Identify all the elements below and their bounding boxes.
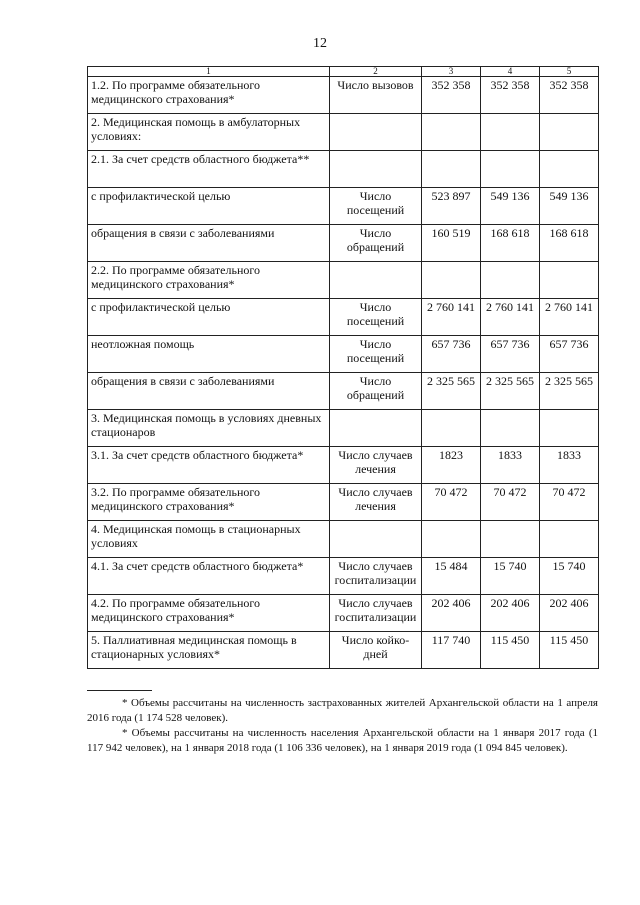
value-cell: 549 136 (481, 188, 540, 225)
value-cell (540, 114, 599, 151)
row-label: 2.2. По программе обязательного медицинского страхования* (88, 262, 330, 299)
value-cell: 1833 (540, 447, 599, 484)
table-row (88, 373, 599, 410)
value-cell: 2 325 565 (540, 373, 599, 410)
value-cell: 1833 (481, 447, 540, 484)
row-label: 1.2. По программе обязательного медицинского страхования* (88, 77, 330, 114)
value-cell (481, 521, 540, 558)
value-cell: 2 760 141 (540, 299, 599, 336)
unit-cell: Число обращений (330, 225, 422, 262)
value-cell: 15 740 (540, 558, 599, 595)
value-cell: 202 406 (540, 595, 599, 632)
value-cell (422, 521, 481, 558)
value-cell: 168 618 (481, 225, 540, 262)
value-cell (540, 410, 599, 447)
unit-cell (330, 521, 422, 558)
unit-cell: Число вызовов (330, 77, 422, 114)
value-cell: 523 897 (422, 188, 481, 225)
row-label: неотложная помощь (88, 336, 330, 373)
table-row (88, 595, 599, 632)
value-cell: 15 740 (481, 558, 540, 595)
value-cell (540, 521, 599, 558)
column-number-row (88, 67, 599, 77)
value-cell: 352 358 (540, 77, 599, 114)
value-cell: 657 736 (540, 336, 599, 373)
unit-cell: Число обращений (330, 373, 422, 410)
row-label: 3. Медицинская помощь в условиях дневных стационаров (88, 410, 330, 447)
table-row (88, 225, 599, 262)
unit-cell: Число случаев госпитализации (330, 595, 422, 632)
value-cell (481, 262, 540, 299)
value-cell (481, 410, 540, 447)
value-cell (422, 410, 481, 447)
row-label: 4.1. За счет средств областного бюджета* (88, 558, 330, 595)
row-label: обращения в связи с заболеваниями (88, 373, 330, 410)
table-row (88, 114, 599, 151)
unit-cell (330, 262, 422, 299)
page-number: 12 (313, 36, 327, 51)
unit-cell: Число посещений (330, 299, 422, 336)
volume-table (87, 66, 599, 669)
table-row (88, 484, 599, 521)
value-cell: 202 406 (481, 595, 540, 632)
table-row (88, 558, 599, 595)
column-number: 3 (422, 67, 481, 77)
table-row (88, 151, 599, 188)
value-cell: 70 472 (540, 484, 599, 521)
footnote-1: * Объемы рассчитаны на численность застрахованных жителей Архангельской области на 1 апреля 2016 года (1 174 528 человек). (87, 697, 598, 724)
column-number: 4 (481, 67, 540, 77)
value-cell: 2 760 141 (481, 299, 540, 336)
unit-cell (330, 151, 422, 188)
value-cell: 15 484 (422, 558, 481, 595)
value-cell: 70 472 (422, 484, 481, 521)
value-cell: 115 450 (481, 632, 540, 669)
value-cell: 70 472 (481, 484, 540, 521)
value-cell: 202 406 (422, 595, 481, 632)
value-cell: 168 618 (540, 225, 599, 262)
unit-cell: Число случаев лечения (330, 447, 422, 484)
table-row (88, 632, 599, 669)
value-cell (540, 151, 599, 188)
unit-cell: Число случаев лечения (330, 484, 422, 521)
table-row (88, 447, 599, 484)
unit-cell (330, 410, 422, 447)
row-label: 5. Паллиативная медицинская помощь в стационарных условиях* (88, 632, 330, 669)
unit-cell: Число койко-дней (330, 632, 422, 669)
table-row (88, 188, 599, 225)
value-cell: 2 760 141 (422, 299, 481, 336)
value-cell: 657 736 (422, 336, 481, 373)
table-row (88, 521, 599, 558)
value-cell: 160 519 (422, 225, 481, 262)
value-cell: 115 450 (540, 632, 599, 669)
unit-cell: Число посещений (330, 336, 422, 373)
footnote-separator (87, 690, 152, 691)
value-cell: 549 136 (540, 188, 599, 225)
table-row (88, 410, 599, 447)
row-label: 2.1. За счет средств областного бюджета** (88, 151, 330, 188)
value-cell (422, 262, 481, 299)
footnotes (87, 696, 598, 756)
value-cell: 2 325 565 (422, 373, 481, 410)
row-label: 4.2. По программе обязательного медицинского страхования* (88, 595, 330, 632)
row-label: 2. Медицинская помощь в амбулаторных условиях: (88, 114, 330, 151)
value-cell (481, 114, 540, 151)
value-cell (422, 151, 481, 188)
table-row (88, 299, 599, 336)
row-label: с профилактической целью (88, 188, 330, 225)
value-cell (481, 151, 540, 188)
row-label: обращения в связи с заболеваниями (88, 225, 330, 262)
row-label: с профилактической целью (88, 299, 330, 336)
value-cell: 1823 (422, 447, 481, 484)
table-row (88, 336, 599, 373)
value-cell: 657 736 (481, 336, 540, 373)
row-label: 3.1. За счет средств областного бюджета* (88, 447, 330, 484)
row-label: 3.2. По программе обязательного медицинского страхования* (88, 484, 330, 521)
row-label: 4. Медицинская помощь в стационарных условиях (88, 521, 330, 558)
column-number: 1 (88, 67, 330, 77)
unit-cell: Число случаев госпитализации (330, 558, 422, 595)
table-row (88, 262, 599, 299)
value-cell: 352 358 (422, 77, 481, 114)
unit-cell (330, 114, 422, 151)
value-cell: 2 325 565 (481, 373, 540, 410)
unit-cell: Число посещений (330, 188, 422, 225)
value-cell: 117 740 (422, 632, 481, 669)
footnote-2: * Объемы рассчитаны на численность населения Архангельской области на 1 января 2017 года (1 117 942 человек), на 1 января 2018 года (1 106 336 человек), на 1 января 2019 года (1 094 845 человек). (87, 727, 598, 754)
table-row (88, 77, 599, 114)
column-number: 2 (330, 67, 422, 77)
column-number: 5 (540, 67, 599, 77)
value-cell (540, 262, 599, 299)
value-cell: 352 358 (481, 77, 540, 114)
value-cell (422, 114, 481, 151)
